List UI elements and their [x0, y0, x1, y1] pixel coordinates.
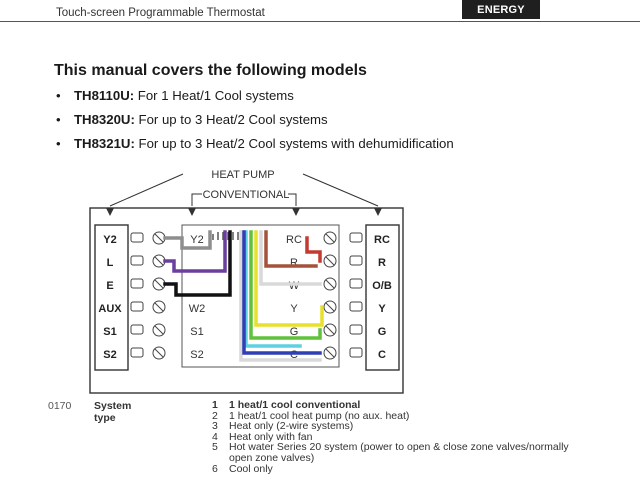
option-text: 1 heat/1 cool heat pump (no aux. heat) — [229, 409, 410, 422]
model-code: TH8110U: — [74, 88, 135, 103]
plate-label-w: W — [288, 280, 300, 292]
left-terminal-s2: S2 — [103, 349, 117, 361]
model-item — [56, 136, 454, 160]
option-number: 6 — [212, 462, 218, 475]
model-description: For up to 3 Heat/2 Cool systems — [134, 112, 328, 127]
plate-label-rc: RC — [286, 234, 302, 246]
setting-label: System type — [94, 400, 132, 424]
left-terminal-l: L — [106, 257, 114, 269]
model-item — [56, 88, 454, 112]
option-number: 4 — [212, 430, 218, 443]
option-text: Cool only — [229, 462, 273, 475]
left-terminal-e: E — [106, 280, 114, 292]
right-screw-slots — [326, 234, 334, 357]
option-text: Heat only (2-wire systems) — [229, 420, 354, 433]
option-number: 5 — [212, 441, 218, 454]
left-connectors — [131, 232, 165, 359]
header-title: Touch-screen Programmable Thermostat — [56, 7, 265, 19]
model-code: TH8321U: — [74, 136, 135, 151]
left-screw-slots — [155, 234, 163, 357]
wiring-diagram — [0, 160, 640, 396]
right-terminal-rc: RC — [374, 234, 390, 246]
plate-label-c: C — [290, 349, 298, 361]
header-divider — [0, 21, 640, 22]
option-number: 1 — [212, 399, 218, 411]
left-terminal-y2: Y2 — [103, 234, 117, 246]
right-connectors — [324, 232, 362, 359]
left-terminal-s1: S1 — [103, 326, 117, 338]
setting-option — [212, 442, 592, 463]
option-text: 1 heat/1 cool conventional — [229, 399, 361, 411]
option-number: 2 — [212, 409, 218, 422]
bullet: • — [56, 136, 61, 151]
heat-pump-label: HEAT PUMP — [211, 169, 275, 181]
plate-label-w2: W2 — [188, 303, 206, 315]
right-terminal-g: G — [377, 326, 387, 338]
setting-code: 0170 — [48, 400, 72, 412]
option-text: Heat only with fan — [229, 430, 313, 443]
models-list — [56, 88, 454, 160]
right-terminal-y: Y — [378, 303, 386, 315]
setting-option — [212, 464, 592, 475]
conventional-label: CONVENTIONAL — [202, 189, 290, 201]
right-terminal-ob: O/B — [372, 280, 392, 292]
right-terminal-c: C — [378, 349, 386, 361]
bullet: • — [56, 88, 61, 103]
plate-label-s1: S1 — [190, 326, 204, 338]
plate-label-y: Y — [290, 303, 298, 315]
setting-options-list — [212, 400, 592, 474]
model-description: For 1 Heat/1 Cool systems — [134, 88, 294, 103]
bullet: • — [56, 112, 61, 127]
energy-star-badge: ENERGY STAR — [462, 0, 540, 19]
plate-label-g: G — [289, 326, 299, 338]
model-item — [56, 112, 454, 136]
plate-label-y2: Y2 — [190, 234, 204, 246]
left-terminal-aux: AUX — [98, 303, 122, 315]
plate-label-r: R — [290, 257, 298, 269]
wire-red — [307, 238, 320, 261]
model-code: TH8320U: — [74, 112, 135, 127]
option-number: 3 — [212, 420, 218, 433]
plate-label-s2: S2 — [190, 349, 204, 361]
model-description: For up to 3 Heat/2 Cool systems with dehumidification — [134, 136, 454, 151]
right-terminal-r: R — [378, 257, 386, 269]
arrow-marks — [106, 208, 382, 216]
section-title: This manual covers the following models — [54, 62, 367, 79]
option-text: Hot water Series 20 system (power to open & close zone valves/normally open zone valves) — [229, 441, 569, 464]
